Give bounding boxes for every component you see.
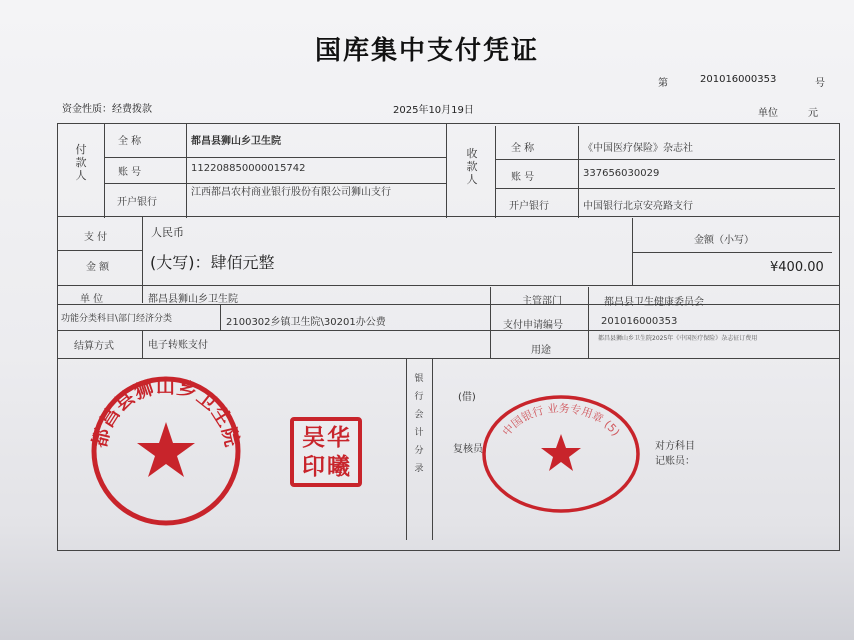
payer-name: 都昌县狮山乡卫生院	[191, 136, 281, 147]
stamp-star-icon	[137, 422, 195, 477]
payment-label-1: 支 付	[84, 232, 108, 243]
unit-label: 单位	[758, 108, 778, 119]
seal-text: 吴华印曦	[302, 425, 352, 480]
personal-name-seal	[290, 417, 362, 487]
checker-label: 复核员：	[453, 444, 493, 455]
unit-official-stamp	[86, 372, 246, 530]
payer-section-label: 付款人	[75, 143, 87, 182]
counter-account-label: 对方科目	[655, 441, 695, 452]
amount-small-label: 金额（小写）	[694, 235, 754, 246]
payee-bank-label: 开户银行	[509, 201, 549, 212]
bank-business-stamp	[481, 394, 641, 514]
payer-name-label: 全 称	[118, 136, 142, 147]
currency: 人民币	[151, 226, 184, 239]
payee-section-label: 收款人	[466, 147, 478, 186]
bank-stamp-text: 中国银行 业务专用章 (5)	[500, 401, 623, 439]
unit-row-value: 都昌县狮山乡卫生院	[148, 294, 238, 305]
payee-name: 《中国医疗保险》杂志社	[583, 143, 693, 154]
unit-row-label: 单 位	[80, 294, 104, 305]
payee-account-label: 账 号	[511, 172, 535, 183]
payer-bank-label: 开户银行	[117, 197, 157, 208]
voucher-no: 201016000353	[700, 74, 777, 85]
payee-name-label: 全 称	[511, 143, 535, 154]
payer-account-label: 账 号	[118, 167, 142, 178]
amount-in-figures: ¥400.00	[770, 260, 824, 275]
unit-value: 元	[808, 108, 818, 119]
func-class-value: 2100302乡镇卫生院\30201办公费	[226, 317, 386, 328]
dept-label: 主管部门	[522, 296, 562, 307]
payment-label-2: 金 额	[86, 262, 110, 273]
voucher-date: 2025年10月19日	[393, 105, 474, 116]
page-title: 国库集中支付凭证	[314, 36, 539, 66]
apply-no-label: 支付申请编号	[503, 320, 563, 331]
bank-entry-label: 银行会计分录	[414, 374, 424, 474]
amount-in-words: (大写)：肆佰元整	[150, 253, 275, 272]
payee-bank: 中国银行北京安亮路支行	[583, 201, 693, 212]
payer-bank: 江西都昌农村商业银行股份有限公司狮山支行	[191, 187, 391, 198]
voucher-no-label: 第	[658, 78, 668, 89]
payer-account: 112208850000015742	[191, 163, 306, 174]
voucher-no-suffix: 号	[815, 78, 825, 89]
payee-account: 337656030029	[583, 168, 660, 179]
fund-nature: 资金性质：经费拨款	[62, 104, 152, 115]
dept-value: 都昌县卫生健康委员会	[604, 297, 704, 308]
settle-label: 结算方式	[74, 341, 114, 352]
bookkeeper-label: 记账员：	[655, 456, 695, 467]
func-class-label: 功能分类科目\部门经济分类	[61, 314, 173, 324]
bank-stamp-star-icon	[541, 434, 581, 471]
settle-value: 电子转账支付	[148, 340, 208, 351]
use-label: 用途	[531, 345, 551, 356]
unit-stamp-text: 都昌县狮山乡卫生院	[88, 375, 244, 450]
apply-no-value: 201016000353	[601, 316, 678, 327]
debit-label: (借)	[458, 392, 476, 403]
use-value: 都昌县狮山乡卫生院2025年《中国医疗保险》杂志征订费用	[598, 335, 758, 342]
